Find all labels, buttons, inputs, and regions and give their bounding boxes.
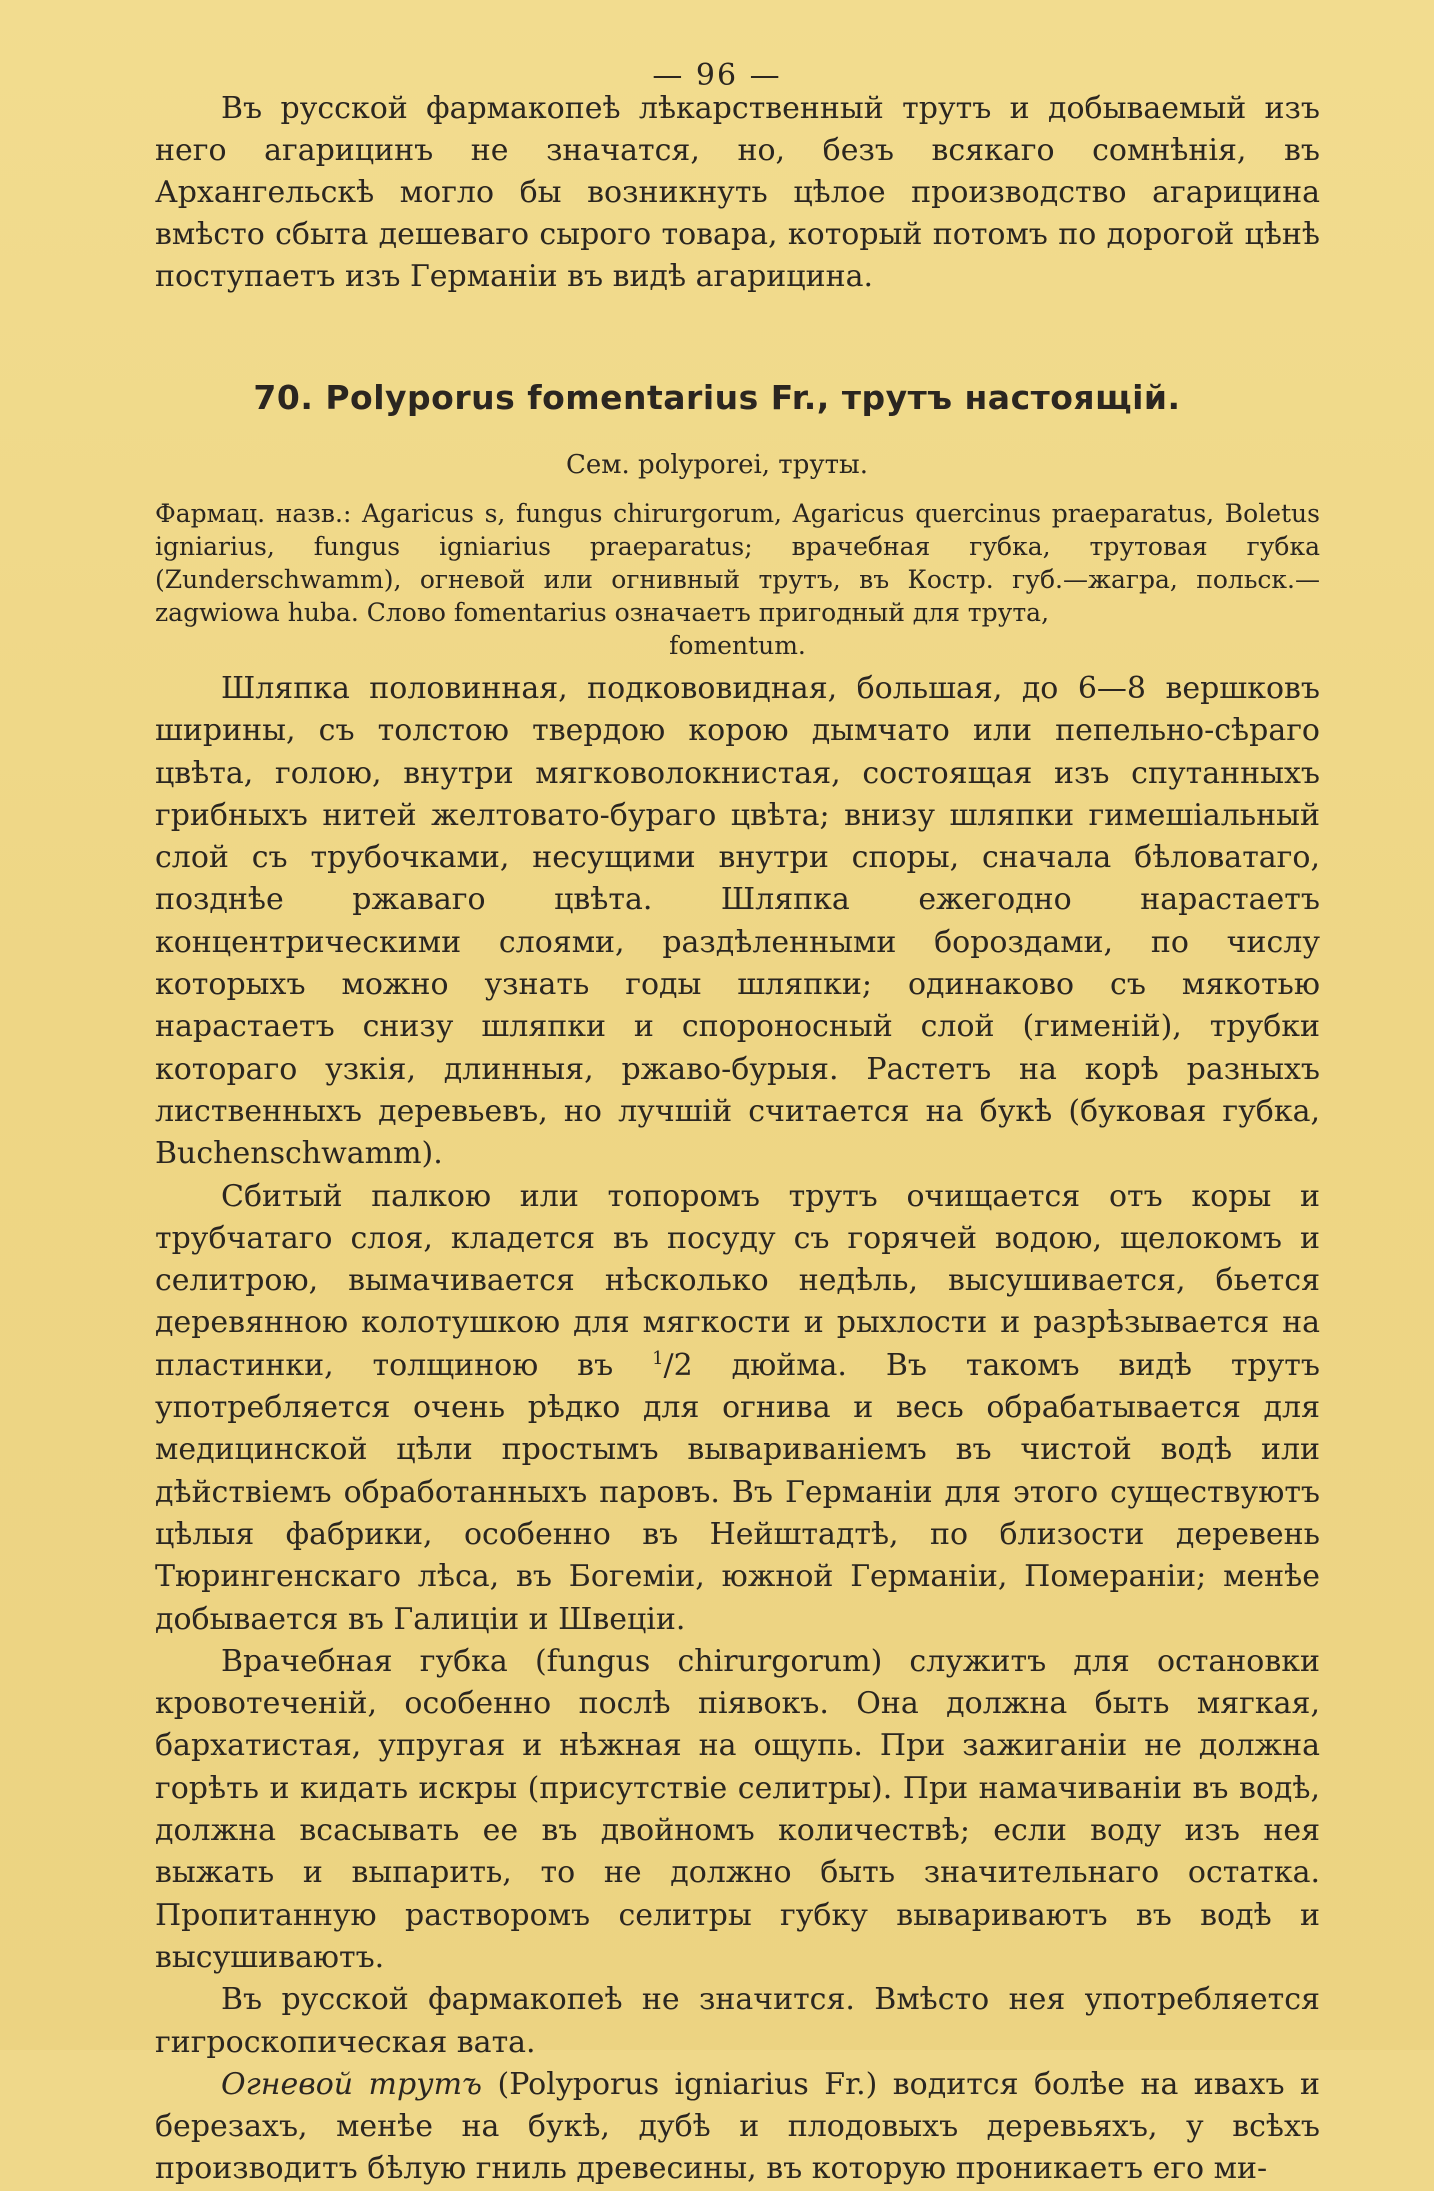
- igniarius-title: Огневой трутъ: [221, 2066, 483, 2102]
- section-heading: 70. Polyporus fomentarius Fr., трутъ настоящій.: [253, 378, 1181, 417]
- igniarius-text: (Polyporus igniarius Fr.) водится болѣе на ивахъ и березахъ, менѣе на букѣ, дубѣ и плодовыхъ деревьяхъ, у всѣхъ производитъ бѣлую гниль древесины, въ которую проникаетъ его ми-: [155, 2066, 1320, 2187]
- igniarius-paragraph: [155, 2064, 1320, 2191]
- pharmaceutical-names: [155, 497, 1320, 662]
- fraction-numerator: 1: [652, 1347, 664, 1369]
- body-text: [155, 668, 1320, 2191]
- pharmacopoeia-paragraph: Въ русской фармакопеѣ не значится. Вмѣсто нея употребляется гигроскопическая вата.: [155, 1982, 1320, 2060]
- page-number: — 96 —: [652, 58, 782, 93]
- intro-paragraph: Въ русской фармакопеѣ лѣкарственный трутъ и добываемый изъ него агарицинъ не значатся, но, безъ всякаго сомнѣнія, въ Архангельскѣ могло бы возникнуть цѣлое производство агарицина вмѣсто сбыта дешеваго сырого товара, который потомъ по дорогой цѣнѣ поступаетъ изъ Германіи въ видѣ агарицина.: [155, 91, 1320, 294]
- fraction-denominator: /2: [663, 1347, 693, 1383]
- pharm-names-text: Фармац. назв.: Agaricus s, fungus chirurgorum, Agaricus quercinus praeparatus, Boletus igniarius, fungus igniarius praeparatus; врачебная губка, трутовая губка (Zundersсhwamm), огневой или огнивный трутъ, въ Костр. губ.—жагра, польск.—zagwiowa huba. Слово fomentarius означаетъ пригодный для трута,: [155, 499, 1320, 627]
- family-line: Сем. polyporei, труты.: [566, 450, 868, 480]
- preparation-text-a: Сбитый палкою или топоромъ трутъ очищается отъ коры и трубчатаго слоя, кладется въ посуду съ горячей водою, щелокомъ и селитрою, вымачивается нѣсколько недѣль, высушивается, бьется деревянною колотушкою для мягкости и рыхлости и разрѣзывается на пластинки, толщиною въ: [155, 1178, 1320, 1383]
- medical-use-paragraph: Врачебная губка (fungus chirurgorum) служитъ для остановки кровотеченій, особенно послѣ піявокъ. Она должна быть мягкая, бархатистая, упругая и нѣжная на ощупь. При зажиганіи не должна горѣть и кидать искры (присутствіе селитры). При намачиваніи въ водѣ, должна всасывать ее въ двойномъ количествѣ; если воду изъ нея выжать и выпарить, то не должно быть значительнаго остатка. Пропитанную растворомъ селитры губку вывариваютъ въ водѣ и высушиваютъ.: [155, 1643, 1320, 1975]
- description-paragraph: Шляпка половинная, подкововидная, большая, до 6—8 вершковъ ширины, съ толстою твердою корою дымчато или пепельно-сѣраго цвѣта, голою, внутри мягковолокнистая, состоящая изъ спутанныхъ грибныхъ нитей желтовато-бураго цвѣта; внизу шляпки гимешіальный слой съ трубочками, несущими внутри споры, сначала бѣловатаго, позднѣе ржаваго цвѣта. Шляпка ежегодно нарастаетъ концентрическими слоями, раздѣленными бороздами, по числу которыхъ можно узнать годы шляпки; одинаково съ мякотью нарастаетъ снизу шляпки и спороносный слой (гименій), трубки котораго узкія, длинныя, ржаво-бурыя. Растетъ на корѣ разныхъ лиственныхъ деревьевъ, но лучшій считается на букѣ (буковая губка, Buchenschwamm).: [155, 671, 1320, 1172]
- preparation-text-b: дюйма. Въ такомъ видѣ трутъ употребляется очень рѣдко для огнива и весь обрабатывается для медицинской цѣли простымъ вывариваніемъ въ чистой водѣ или дѣйствіемъ обработанныхъ паровъ. Въ Германіи для этого существуютъ цѣлыя фабрики, особенно въ Нейштадтѣ, по близости деревень Тюрингенскаго лѣса, въ Богеміи, южной Германіи, Помераніи; менѣе добывается въ Галиціи и Швеціи.: [155, 1347, 1320, 1637]
- preparation-paragraph: [155, 1176, 1320, 1641]
- pharm-names-last: fomentum.: [669, 631, 806, 660]
